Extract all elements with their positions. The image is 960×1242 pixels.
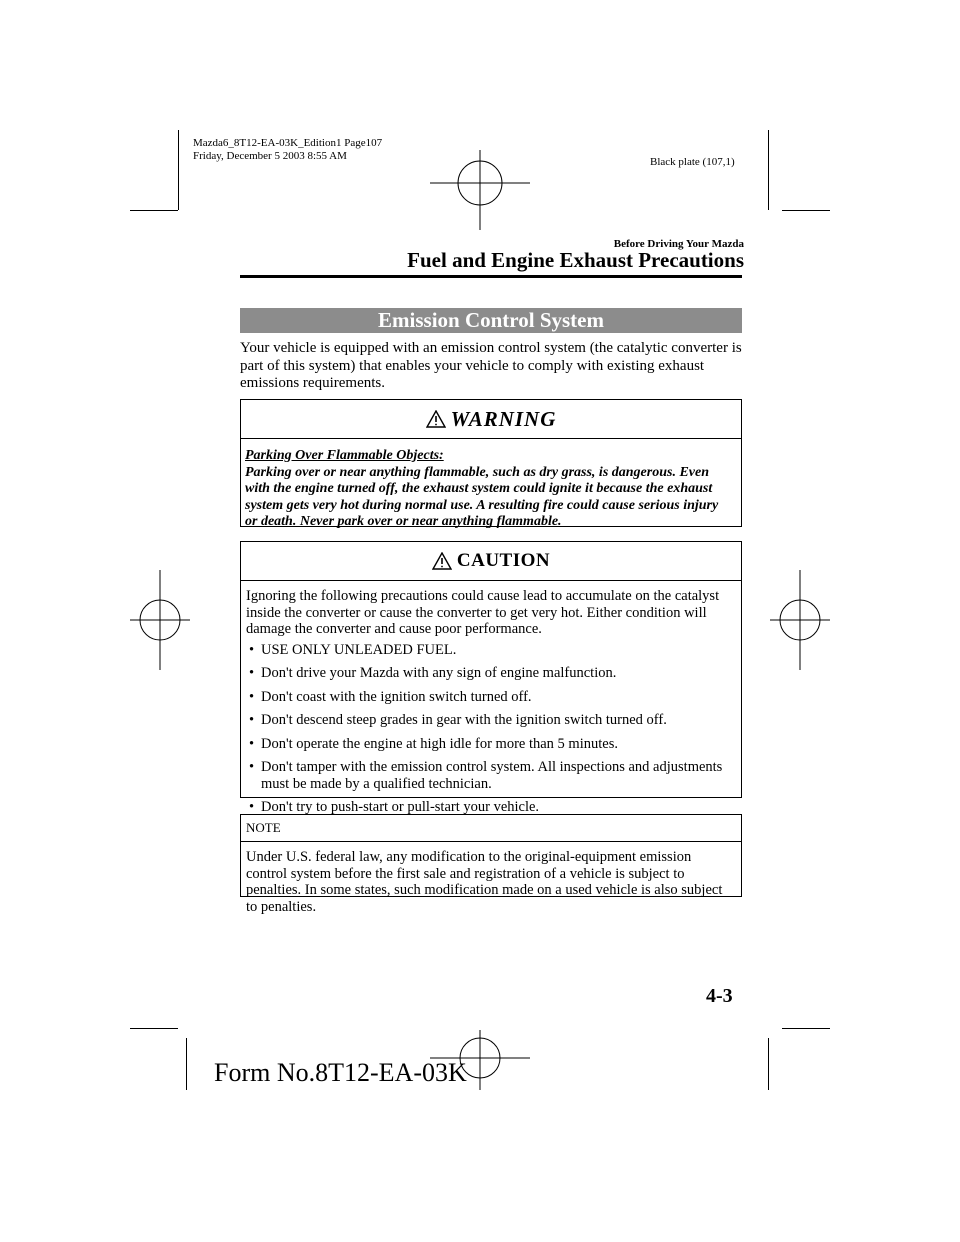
warning-label: WARNING: [450, 406, 557, 431]
caution-box: [240, 541, 742, 815]
header-rule: [240, 275, 742, 278]
list-item: • Don't drive your Mazda with any sign of engine malfunction.: [246, 665, 731, 682]
warning-box: [240, 399, 742, 527]
warning-body: [241, 439, 741, 541]
list-item: • Don't operate the engine at high idle for more than 5 minutes.: [246, 736, 731, 753]
print-meta-line1: Mazda6_8T12-EA-03K_Edition1 Page107: [193, 137, 383, 149]
caution-header: [241, 542, 741, 581]
warning-text: Parking over or near anything flammable, such as dry grass, is dangerous. Even with the engine turned off, the exhaust system could ignite it because the exhaust system gets very hot during normal use. A resulting fire could cause serious injury or death. Never park over or near anything flammable.: [245, 464, 719, 529]
registration-mark-left: [130, 570, 190, 670]
registration-mark-top: [430, 150, 530, 230]
print-meta: [193, 137, 382, 163]
caution-intro: Ignoring the following precautions could cause lead to accumulate on the catalyst inside the converter or cause the converter to get very hot. Either condition will damage the converter and cause poor performance.: [246, 588, 720, 637]
note-box: [240, 814, 742, 915]
page-number: 4-3: [706, 985, 733, 1007]
list-item: • USE ONLY UNLEADED FUEL.: [246, 642, 731, 659]
topic-intro: Your vehicle is equipped with an emission control system (the catalytic converter is part of this system) that enables your vehicle to comply with existing exhaust emissions requirements.: [240, 340, 742, 391]
warning-subtitle: Parking Over Flammable Objects:: [245, 448, 444, 463]
warning-triangle-icon: [426, 410, 446, 428]
list-item: • Don't coast with the ignition switch turned off.: [246, 689, 731, 706]
print-meta-line2: Friday, December 5 2003 8:55 AM: [193, 150, 347, 162]
section-title: Fuel and Engine Exhaust Precautions: [407, 248, 744, 272]
chapter-title: Before Driving Your Mazda: [613, 238, 744, 250]
list-item: • Don't try to push-start or pull-start your vehicle.: [246, 799, 731, 816]
registration-mark-right: [770, 570, 830, 670]
note-text: Under U.S. federal law, any modification to the original-equipment emission control system before the first sale and registration of a vehicle is subject to penalties. In some states, such modification made on a used vehicle is also subject to penalties.: [246, 849, 723, 915]
caution-triangle-icon: [432, 552, 452, 570]
form-number: Form No.8T12-EA-03K: [214, 1058, 467, 1087]
caution-list: [246, 642, 731, 816]
warning-header: [241, 400, 741, 439]
list-item: • Don't tamper with the emission control system. All inspections and adjustments must be made by a qualified technician.: [246, 759, 731, 792]
caution-label: CAUTION: [456, 550, 551, 571]
list-item: • Don't descend steep grades in gear with the ignition switch turned off.: [246, 712, 731, 729]
topic-title: Emission Control System: [240, 308, 742, 333]
caution-body: [241, 581, 741, 824]
note-label: NOTE: [241, 815, 741, 842]
plate-label: Black plate (107,1): [650, 156, 735, 168]
